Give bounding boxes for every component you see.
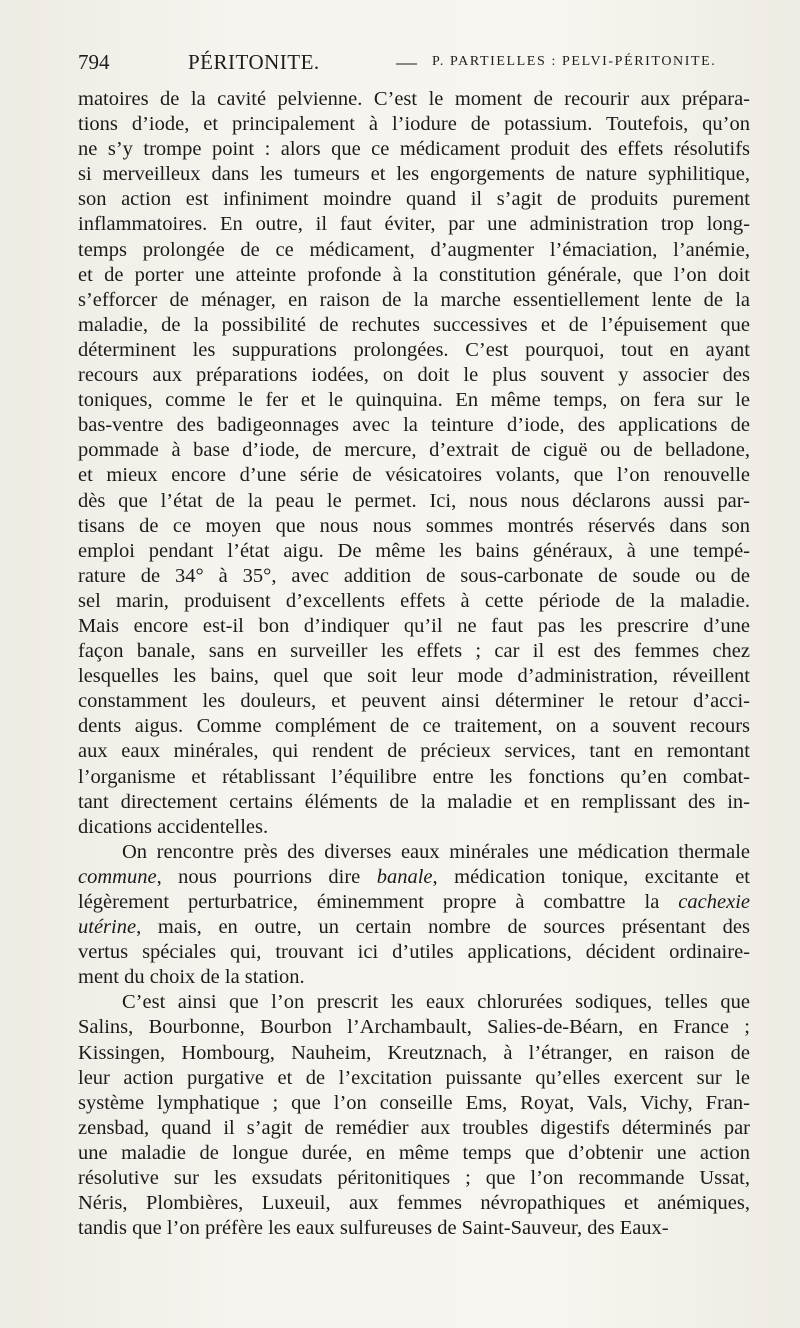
text-line: utérine, mais, en outre, un certain nombre de sources présentant des bbox=[78, 916, 750, 939]
text-line: pommade à base d’iode, de mercure, d’extrait de ciguë ou de belladone, bbox=[78, 439, 750, 462]
running-dash: — bbox=[396, 50, 417, 74]
text-line: recours aux préparations iodées, on doit le plus souvent y associer des bbox=[78, 364, 750, 387]
text-line: si merveilleux dans les tumeurs et les engorgements de nature syphilitique, bbox=[78, 163, 750, 186]
text-line: Mais encore est-il bon d’indiquer qu’il ne faut pas les prescrire d’une bbox=[78, 614, 750, 637]
text-line: ment du choix de la station. bbox=[78, 966, 305, 989]
text-line: Kissingen, Hombourg, Nauheim, Kreutznach, à l’étranger, en raison de bbox=[78, 1041, 750, 1064]
page-number: 794 bbox=[78, 50, 110, 74]
text-line: On rencontre près des diverses eaux minérales une médication thermale bbox=[122, 840, 750, 863]
text-line: emploi pendant l’état aigu. De même les bains généraux, à une tempé- bbox=[78, 539, 750, 562]
text-line: temps prolongée de ce médicament, d’augmenter l’émaciation, l’anémie, bbox=[78, 238, 750, 261]
text-line: une maladie de longue durée, en même temps que d’obtenir une action bbox=[78, 1141, 750, 1164]
text-line: façon banale, sans en surveiller les effets ; car il est des femmes chez bbox=[78, 640, 750, 663]
text-line: zensbad, quand il s’agit de remédier aux troubles digestifs déterminés par bbox=[78, 1116, 750, 1139]
text-line: aux eaux minérales, qui rendent de précieux services, tant en remontant bbox=[78, 740, 750, 763]
running-subtitle: P. PARTIELLES : PELVI-PÉRITONITE. bbox=[432, 54, 717, 69]
text-line: toniques, comme le fer et le quinquina. En même temps, on fera sur le bbox=[78, 389, 750, 412]
paragraph bbox=[78, 87, 750, 840]
text-line: son action est infiniment moindre quand il s’agit de produits purement bbox=[78, 188, 750, 211]
text-line: s’efforcer de ménager, en raison de la marche essentiellement lente de la bbox=[78, 288, 750, 311]
body-text bbox=[78, 87, 750, 1241]
text-line: déterminent les suppurations prolongées. C’est pourquoi, tout en ayant bbox=[78, 338, 750, 361]
text-line: dès que l’état de la peau le permet. Ici, nous nous déclarons aussi par- bbox=[78, 489, 750, 512]
text-line: vertus spéciales qui, trouvant ici d’utiles applications, décident ordinaire- bbox=[78, 941, 750, 964]
text-line: matoires de la cavité pelvienne. C’est le moment de recourir aux prépara- bbox=[78, 88, 750, 110]
text-line: tandis que l’on préfère les eaux sulfureuses de Saint-Sauveur, des Eaux- bbox=[78, 1217, 669, 1240]
text-line: système lymphatique ; que l’on conseille Ems, Royat, Vals, Vichy, Fran- bbox=[78, 1091, 750, 1114]
text-line: bas-ventre des badigeonnages avec la teinture d’iode, des applications de bbox=[78, 414, 750, 437]
running-header bbox=[78, 50, 750, 78]
text-line: et mieux encore d’une série de vésicatoires volants, que l’on renouvelle bbox=[78, 464, 750, 487]
text-line: dications accidentelles. bbox=[78, 815, 269, 838]
text-line: Néris, Plombières, Luxeuil, aux femmes névropathiques et anémiques, bbox=[78, 1192, 750, 1215]
text-line: l’organisme et rétablissant l’équilibre entre les fonctions qu’en combat- bbox=[78, 765, 750, 788]
text-line: maladie, de la possibilité de rechutes successives et de l’épuisement que bbox=[78, 313, 750, 336]
paragraph bbox=[78, 840, 750, 991]
text-line: commune, nous pourrions dire banale, médication tonique, excitante et bbox=[78, 865, 750, 888]
text-line: rature de 34° à 35°, avec addition de sous-carbonate de soude ou de bbox=[78, 564, 750, 587]
text-line: tions d’iode, et principalement à l’iodure de potassium. Toutefois, qu’on bbox=[78, 113, 750, 136]
text-line: tant directement certains éléments de la maladie et en remplissant des in- bbox=[78, 790, 750, 813]
paragraph bbox=[78, 990, 750, 1241]
text-line: tisans de ce moyen que nous nous sommes montrés réservés dans son bbox=[78, 514, 750, 537]
running-title: PÉRITONITE. bbox=[188, 50, 320, 74]
text-line: légèrement perturbatrice, éminemment propre à combattre la cachexie bbox=[78, 891, 750, 913]
text-line: lesquelles les bains, quel que soit leur mode d’administration, réveillent bbox=[78, 665, 750, 688]
text-line: sel marin, produisent d’excellents effets à cette période de la maladie. bbox=[78, 589, 750, 612]
text-line: et de porter une atteinte profonde à la constitution générale, que l’on doit bbox=[78, 263, 750, 286]
text-line: constamment les douleurs, et peuvent ainsi déterminer le retour d’acci- bbox=[78, 690, 750, 713]
text-line: C’est ainsi que l’on prescrit les eaux chlorurées sodiques, telles que bbox=[122, 991, 750, 1014]
text-line: Salins, Bourbonne, Bourbon l’Archambault, Salies-de-Béarn, en France ; bbox=[78, 1016, 750, 1039]
text-line: résolutive sur les exsudats péritonitiques ; que l’on recommande Ussat, bbox=[78, 1167, 750, 1190]
text-line: ne s’y trompe point : alors que ce médicament produit des effets résolutifs bbox=[78, 138, 750, 161]
text-line: leur action purgative et de l’excitation puissante qu’elles exercent sur le bbox=[78, 1066, 750, 1089]
text-line: dents aigus. Comme complément de ce traitement, on a souvent recours bbox=[78, 715, 750, 738]
text-line: inflammatoires. En outre, il faut éviter, par une administration trop long- bbox=[78, 213, 750, 236]
